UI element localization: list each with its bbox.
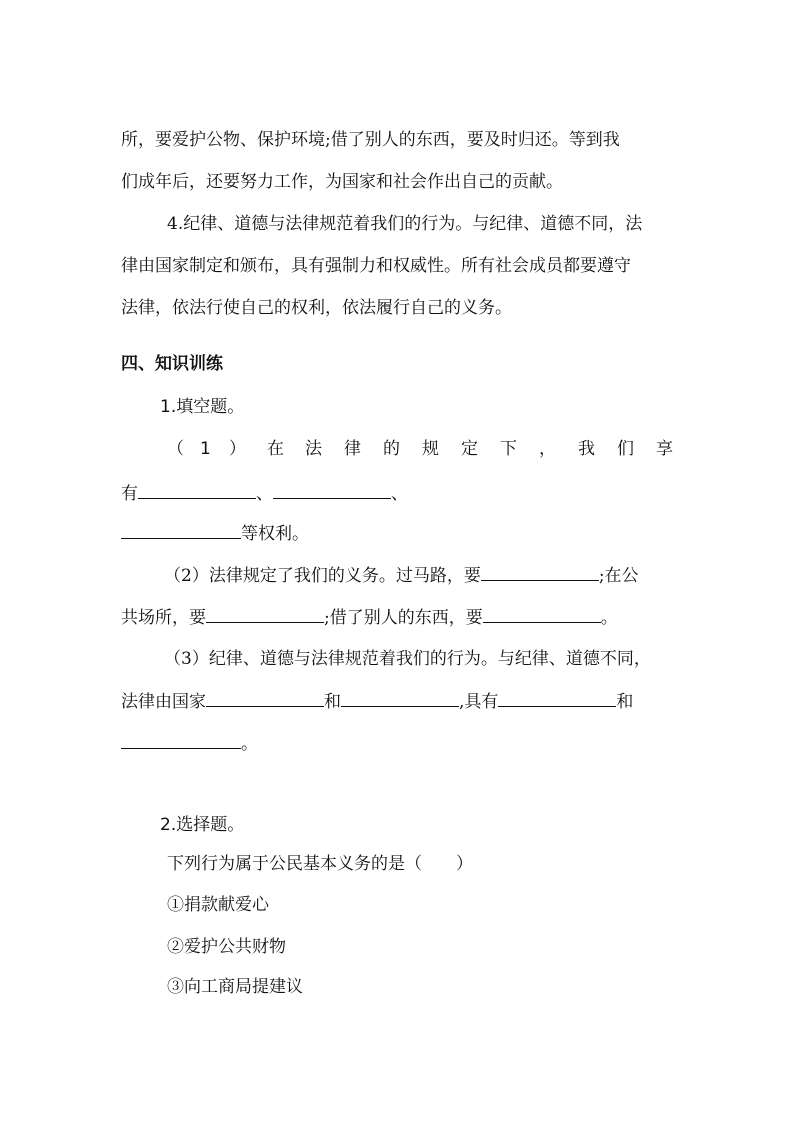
question-3-line-3 xyxy=(121,731,258,755)
q3-text: 和 xyxy=(616,692,634,712)
fill-in-title: 1.填空题。 xyxy=(160,397,245,417)
q1-char: 律 xyxy=(344,439,361,459)
answer-blank[interactable] xyxy=(481,563,599,581)
answer-blank[interactable] xyxy=(206,689,324,707)
q1-char: ， xyxy=(539,439,556,459)
q1-char: 1 xyxy=(200,439,211,459)
q1-char: 下 xyxy=(500,439,517,459)
choice-stem: 下列行为属于公民基本义务的是（ ） xyxy=(167,854,473,874)
answer-blank[interactable] xyxy=(121,521,241,539)
q1-text: 有 xyxy=(121,484,138,504)
answer-blank[interactable] xyxy=(483,605,601,623)
paragraph-4-line: 法律，依法行使自己的权利，依法履行自己的义务。 xyxy=(121,298,512,318)
q1-char: 定 xyxy=(461,439,478,459)
answer-blank[interactable] xyxy=(273,481,391,499)
q1-char: 在 xyxy=(267,439,284,459)
q3-text: ,具有 xyxy=(459,692,499,712)
q1-char: 规 xyxy=(422,439,439,459)
choice-option[interactable]: ③向工商局提建议 xyxy=(167,977,303,997)
q2-text: 共场所，要 xyxy=(121,608,206,628)
question-3-line-2 xyxy=(121,689,633,713)
q1-char: 享 xyxy=(656,439,673,459)
q3-text: 。 xyxy=(241,734,258,754)
q1-text: 等权利。 xyxy=(241,524,309,544)
answer-blank[interactable] xyxy=(206,605,324,623)
q1-char: 法 xyxy=(305,439,322,459)
q2-text: （2）法律规定了我们的义务。过马路，要 xyxy=(164,566,481,586)
answer-blank[interactable] xyxy=(498,689,616,707)
paragraph-4-line: 律由国家制定和颁布，具有强制力和权威性。所有社会成员都要遵守 xyxy=(121,256,631,276)
q2-text: ;在公 xyxy=(598,566,639,586)
answer-blank[interactable] xyxy=(138,481,256,499)
question-2-line-1 xyxy=(164,563,639,587)
answer-blank[interactable] xyxy=(341,689,459,707)
choice-title: 2.选择题。 xyxy=(160,815,245,835)
q2-text: 。 xyxy=(600,608,618,628)
text-line: 所，要爱护公物、保护环境;借了别人的东西，要及时归还。等到我 xyxy=(121,130,620,150)
paragraph-4-line: 4.纪律、道德与法律规范着我们的行为。与纪律、道德不同，法 xyxy=(167,214,643,234)
question-2-line-2 xyxy=(121,605,618,629)
text-line: 们成年后，还要努力工作，为国家和社会作出自己的贡献。 xyxy=(121,172,563,192)
q1-char: 我 xyxy=(578,439,595,459)
q3-text: 法律由国家 xyxy=(121,692,206,712)
q1-char: ） xyxy=(229,439,246,459)
question-3-line-1: （3）纪律、道德与法律规范着我们的行为。与纪律、道德不同， xyxy=(164,649,651,669)
choice-option[interactable]: ①捐款献爱心 xyxy=(167,895,269,915)
section-heading: 四、知识训练 xyxy=(121,354,223,374)
q1-sep: 、 xyxy=(256,484,273,504)
q1-char: （ xyxy=(167,439,184,459)
answer-blank[interactable] xyxy=(121,731,241,749)
question-1-line-3 xyxy=(121,521,309,545)
q1-char: 的 xyxy=(383,439,400,459)
question-1-line-2 xyxy=(121,481,408,505)
q2-text: ;借了别人的东西，要 xyxy=(324,608,483,628)
choice-option[interactable]: ②爱护公共财物 xyxy=(167,937,286,957)
q1-sep: 、 xyxy=(391,484,408,504)
q3-text: 和 xyxy=(324,692,341,712)
q1-char: 们 xyxy=(617,439,634,459)
